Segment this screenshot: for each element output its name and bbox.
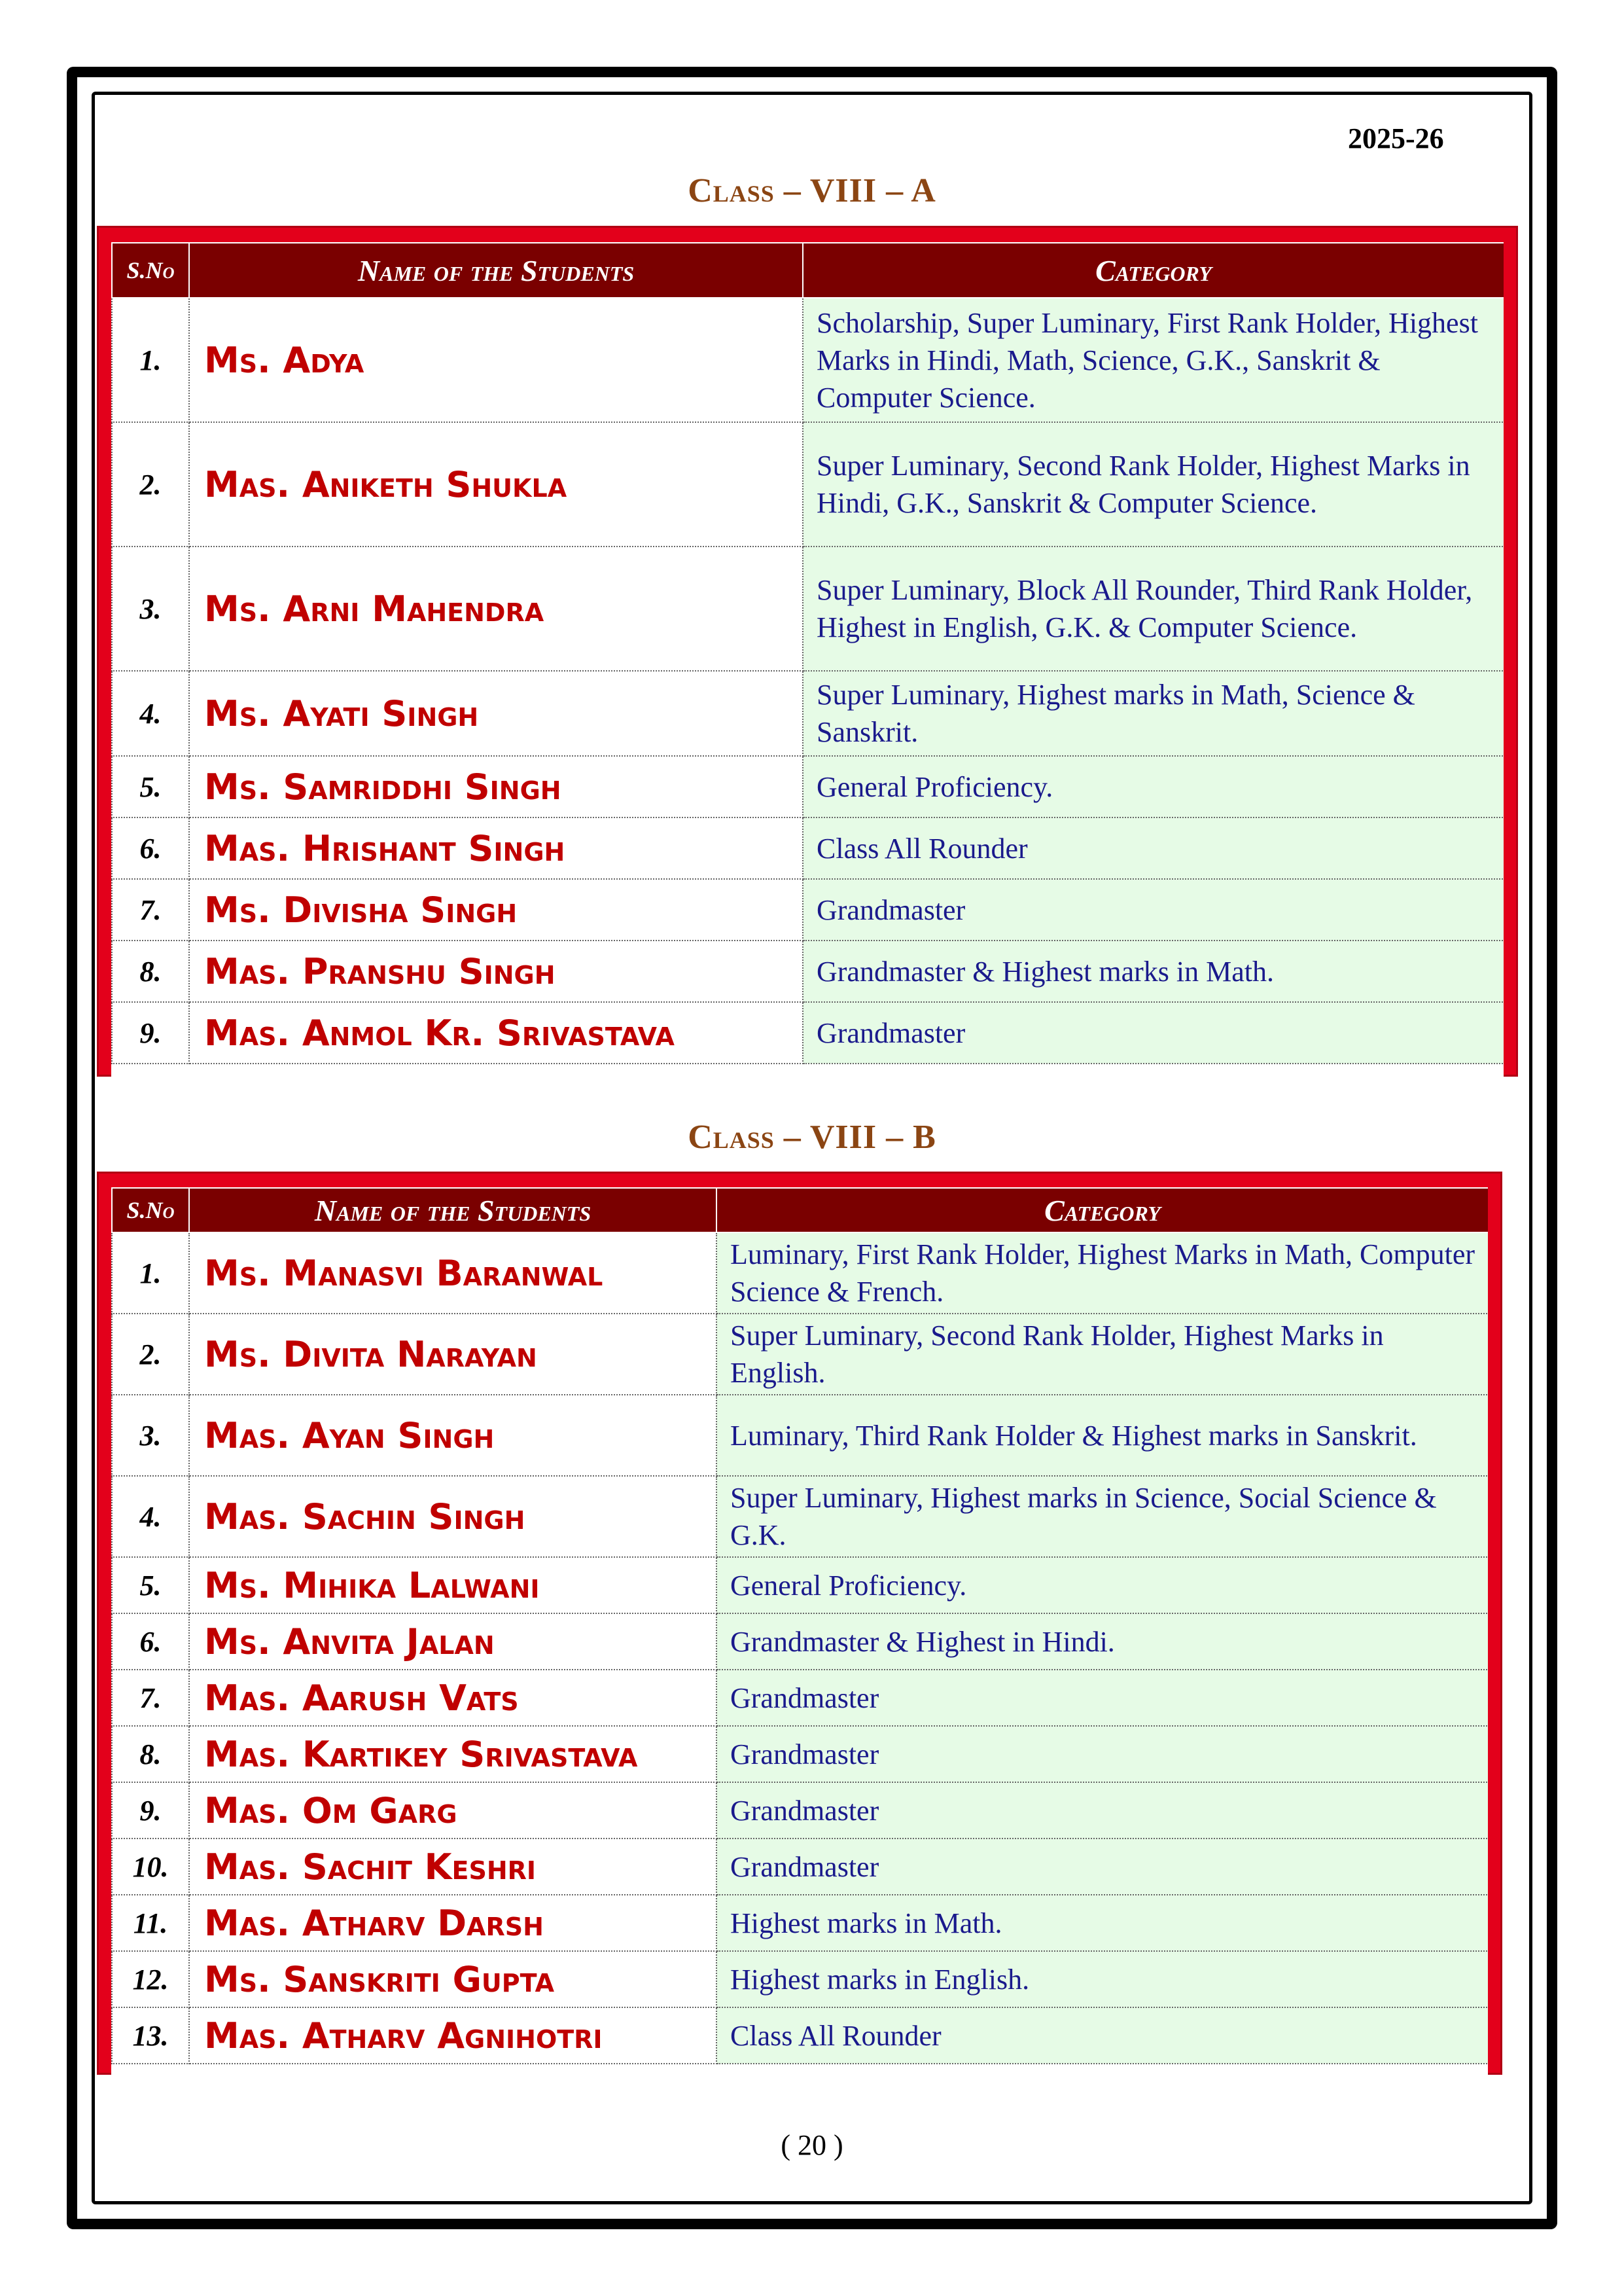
row-student-name: Ms. Ayati Singh xyxy=(189,671,803,756)
row-sno: 9. xyxy=(112,1002,189,1064)
table-row xyxy=(112,2007,1488,2064)
table-row xyxy=(112,1314,1488,1395)
row-sno: 5. xyxy=(112,1557,189,1613)
row-student-name: Ms. Samriddhi Singh xyxy=(189,756,803,817)
table-row xyxy=(112,1476,1488,1557)
table-row xyxy=(112,1726,1488,1782)
row-category: Grandmaster xyxy=(716,1839,1488,1895)
column-header-name: Name of the Students xyxy=(189,243,803,298)
table-row xyxy=(112,1670,1488,1726)
row-category: Super Luminary, Block All Rounder, Third Rank Holder, Highest in English, G.K. & Computer Science. xyxy=(803,547,1504,671)
row-sno: 10. xyxy=(112,1839,189,1895)
section-title-suffix: – VIII – B xyxy=(774,1119,936,1156)
row-category: Grandmaster & Highest marks in Math. xyxy=(803,941,1504,1002)
row-student-name: Mas. Aniketh Shukla xyxy=(189,422,803,547)
row-student-name: Mas. Anmol Kr. Srivastava xyxy=(189,1002,803,1064)
row-student-name: Ms. Manasvi Baranwal xyxy=(189,1232,716,1314)
section-title-viii-a xyxy=(0,171,1624,210)
row-sno: 11. xyxy=(112,1895,189,1951)
table-row xyxy=(112,298,1504,422)
table-row xyxy=(112,817,1504,879)
table-row xyxy=(112,1839,1488,1895)
row-category: Highest marks in English. xyxy=(716,1951,1488,2007)
row-student-name: Ms. Divita Narayan xyxy=(189,1314,716,1395)
row-student-name: Ms. Adya xyxy=(189,298,803,422)
table-row xyxy=(112,1557,1488,1613)
row-student-name: Mas. Aarush Vats xyxy=(189,1670,716,1726)
row-student-name: Mas. Atharv Darsh xyxy=(189,1895,716,1951)
row-category: Super Luminary, Highest marks in Math, Science & Sanskrit. xyxy=(803,671,1504,756)
column-header-sno: S.No xyxy=(112,1188,189,1232)
table-row xyxy=(112,671,1504,756)
row-student-name: Mas. Atharv Agnihotri xyxy=(189,2007,716,2064)
table-row xyxy=(112,1613,1488,1670)
table-row xyxy=(112,422,1504,547)
row-sno: 5. xyxy=(112,756,189,817)
table-row xyxy=(112,1895,1488,1951)
section-title-suffix: – VIII – A xyxy=(774,172,936,209)
table-row xyxy=(112,1002,1504,1064)
row-category: Grandmaster xyxy=(716,1726,1488,1782)
row-category: Grandmaster xyxy=(803,1002,1504,1064)
table-row xyxy=(112,879,1504,941)
row-sno: 13. xyxy=(112,2007,189,2064)
row-sno: 1. xyxy=(112,298,189,422)
table-row xyxy=(112,1395,1488,1476)
row-sno: 2. xyxy=(112,422,189,547)
row-sno: 4. xyxy=(112,671,189,756)
row-student-name: Mas. Om Garg xyxy=(189,1782,716,1839)
table-viii-b xyxy=(111,1187,1488,2075)
row-sno: 1. xyxy=(112,1232,189,1314)
row-student-name: Ms. Mihika Lalwani xyxy=(189,1557,716,1613)
row-category: Grandmaster xyxy=(803,879,1504,941)
row-category: Class All Rounder xyxy=(716,2007,1488,2064)
row-sno: 6. xyxy=(112,1613,189,1670)
column-header-category: Category xyxy=(716,1188,1488,1232)
row-category: Grandmaster & Highest in Hindi. xyxy=(716,1613,1488,1670)
row-student-name: Mas. Kartikey Srivastava xyxy=(189,1726,716,1782)
row-student-name: Ms. Anvita Jalan xyxy=(189,1613,716,1670)
row-sno: 12. xyxy=(112,1951,189,2007)
row-student-name: Ms. Sanskriti Gupta xyxy=(189,1951,716,2007)
row-sno: 9. xyxy=(112,1782,189,1839)
row-category: Super Luminary, Highest marks in Science, Social Science & G.K. xyxy=(716,1476,1488,1557)
column-header-sno: S.No xyxy=(112,243,189,298)
row-student-name: Ms. Divisha Singh xyxy=(189,879,803,941)
row-category: Scholarship, Super Luminary, First Rank Holder, Highest Marks in Hindi, Math, Science, G.K., Sanskrit & Computer Science. xyxy=(803,298,1504,422)
row-student-name: Mas. Hrishant Singh xyxy=(189,817,803,879)
row-sno: 8. xyxy=(112,1726,189,1782)
row-student-name: Mas. Pranshu Singh xyxy=(189,941,803,1002)
row-sno: 7. xyxy=(112,1670,189,1726)
row-sno: 3. xyxy=(112,1395,189,1476)
row-category: Super Luminary, Second Rank Holder, Highest Marks in English. xyxy=(716,1314,1488,1395)
table-row xyxy=(112,941,1504,1002)
row-sno: 4. xyxy=(112,1476,189,1557)
row-sno: 6. xyxy=(112,817,189,879)
row-category: Super Luminary, Second Rank Holder, Highest Marks in Hindi, G.K., Sanskrit & Computer Science. xyxy=(803,422,1504,547)
row-student-name: Mas. Sachin Singh xyxy=(189,1476,716,1557)
table-viii-a xyxy=(111,242,1504,1077)
row-category: Luminary, Third Rank Holder & Highest marks in Sanskrit. xyxy=(716,1395,1488,1476)
row-sno: 3. xyxy=(112,547,189,671)
section-title-prefix: Class xyxy=(688,1119,775,1156)
column-header-name: Name of the Students xyxy=(189,1188,716,1232)
row-student-name: Mas. Sachit Keshri xyxy=(189,1839,716,1895)
row-category: Class All Rounder xyxy=(803,817,1504,879)
row-category: General Proficiency. xyxy=(803,756,1504,817)
table-row xyxy=(112,1782,1488,1839)
row-student-name: Mas. Ayan Singh xyxy=(189,1395,716,1476)
page-number: ( 20 ) xyxy=(781,2129,843,2161)
row-category: Grandmaster xyxy=(716,1670,1488,1726)
academic-year: 2025-26 xyxy=(1348,122,1444,154)
table-row xyxy=(112,1951,1488,2007)
row-category: Highest marks in Math. xyxy=(716,1895,1488,1951)
row-category: Luminary, First Rank Holder, Highest Marks in Math, Computer Science & French. xyxy=(716,1232,1488,1314)
section-title-viii-b xyxy=(0,1118,1624,1157)
table-row xyxy=(112,547,1504,671)
row-category: General Proficiency. xyxy=(716,1557,1488,1613)
table-row xyxy=(112,756,1504,817)
section-title-prefix: Class xyxy=(688,172,775,209)
row-sno: 2. xyxy=(112,1314,189,1395)
table-row xyxy=(112,1232,1488,1314)
row-sno: 8. xyxy=(112,941,189,1002)
row-category: Grandmaster xyxy=(716,1782,1488,1839)
row-student-name: Ms. Arni Mahendra xyxy=(189,547,803,671)
column-header-category: Category xyxy=(803,243,1504,298)
row-sno: 7. xyxy=(112,879,189,941)
